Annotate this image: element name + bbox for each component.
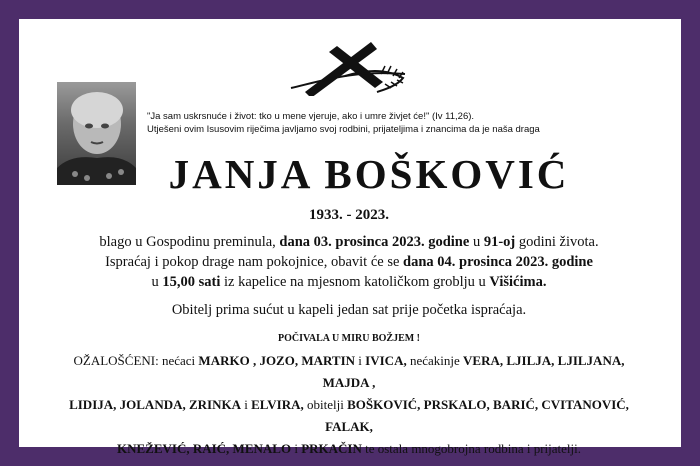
mourners-list <box>49 350 649 460</box>
deceased-photo <box>57 82 136 185</box>
funeral-place: Višićima. <box>489 274 547 290</box>
text-segment: nećakinje <box>406 353 464 368</box>
death-date: dana 03. prosinca 2023. godine <box>279 234 470 250</box>
age: 91-oj <box>483 234 516 250</box>
rest-in-peace: POČIVALA U MIRU BOŽJEM ! <box>277 333 421 344</box>
text-segment: te ostala mnogobrojna rodbina i prijatelji. <box>361 441 581 456</box>
life-years: 1933. - 2023. <box>309 207 389 223</box>
scripture-quote <box>147 110 617 136</box>
mourner-names: KNEŽEVIĆ, RAIĆ, MENALO <box>116 441 292 456</box>
death-notice-line <box>59 233 639 252</box>
mourner-names: BOŠKOVIĆ, PRSKALO, BARIĆ, CVITANOVIĆ, FALAK, <box>325 397 629 434</box>
condolence-line: Obitelj prima sućut u kapeli jedan sat prije početka ispraćaja. <box>171 302 527 318</box>
funeral-time: 15,00 sati <box>162 274 221 290</box>
text-segment: OŽALOŠĆENI: nećaci <box>73 353 199 368</box>
funeral-date: dana 04. prosinca 2023. godine <box>403 254 593 270</box>
text-segment: blago u Gospodinu preminula, <box>99 234 280 250</box>
mourner-names: PRKAČIN <box>301 441 362 456</box>
announcement-intro: Utješeni ovim Isusovim riječima javljamo svoj rodbini, prijateljima i znancima da je naša draga <box>147 124 540 135</box>
mourner-names: LIDIJA, JOLANDA, ZRINKA <box>69 397 241 412</box>
text-segment: i <box>241 397 252 412</box>
mourner-names: VERA, LJILJA, LJILJANA, MAJDA , <box>322 353 625 390</box>
obituary-card <box>19 19 681 456</box>
text-segment: Ispraćaj i pokop drage nam pokojnice, obavit će se <box>105 254 404 270</box>
text-segment: i <box>291 441 302 456</box>
text-segment: u <box>151 274 163 290</box>
text-segment: iz kapelice na mjesnom katoličkom groblju u <box>220 274 490 290</box>
mourner-names: IVICA, <box>365 353 407 368</box>
cross-with-palm-icon <box>285 40 415 96</box>
mourner-names: MARKO , JOZO, MARTIN <box>198 353 356 368</box>
text-segment: obitelji <box>303 397 348 412</box>
text-segment: i <box>355 353 366 368</box>
mourner-names: ELVIRA, <box>251 397 304 412</box>
text-segment: godini života. <box>515 234 599 250</box>
deceased-name: JANJA BOŠKOVIĆ <box>168 151 570 197</box>
funeral-notice-line <box>59 253 639 272</box>
text-segment: u <box>469 234 484 250</box>
funeral-place-line <box>59 273 639 292</box>
quote-line: "Ja sam uskrsnuće i život: tko u mene vjeruje, ako i umre živjet će!" (Iv 11,26). <box>147 111 475 122</box>
